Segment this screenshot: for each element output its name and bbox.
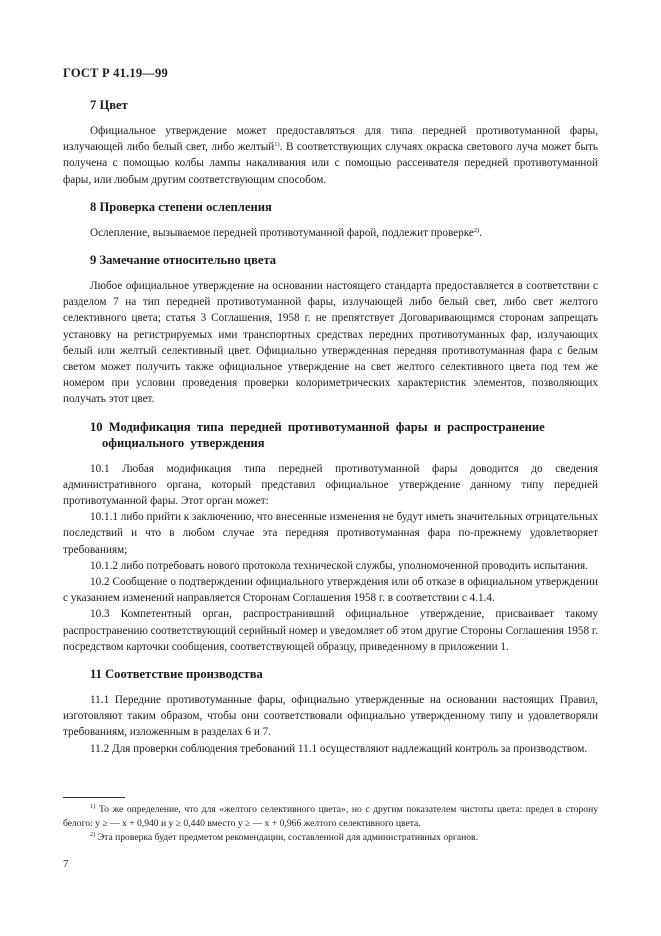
document-code: ГОСТ Р 41.19—99 — [63, 66, 168, 80]
clause-10-2: 10.2 Сообщение о подтверждении официального утверждения или об отказе в официальном утверждении с указанием изменений направляется Сторонам Соглашения 1958 г. в соответствии с 4.1.4. — [63, 576, 598, 605]
footnote-1: $^{1)}$ То же определение, что для «желтого селективного цвета», но с другим показателем чистоты цвета: предел в сторону белого: y ≥ — x + 0,940 и y ≥ 0,440 вместо y ≥ — x + 0,966 желтого селективного цвета. — [63, 803, 598, 830]
clause-11-2: 11.2 Для проверки соблюдения требований 11.1 осуществляют надлежащий контроль за производством. — [90, 742, 588, 755]
footnote-ref-2: 2) — [473, 226, 480, 234]
section-9-title: 9 Замечание относительно цвета — [90, 253, 277, 268]
clause-11-1: 11.1 Передние противотуманные фары, официально утвержденные на основании настоящих Правил, изготовляют таким образом, чтобы они соответствовали официально утвержденному типу и удовлетворяли требованиям, изложенным в разделах 6 и 7. — [63, 694, 598, 739]
footnotes — [63, 803, 598, 846]
clause-10-3: 10.3 Компетентный орган, распространивший официальное утверждение, присваивает такому распространению соответствующий серийный номер и уведомляет об этом другие Стороны Соглашения 1958 г. посредством карточки сообщения, соответствующей образцу, приведенному в приложении 1. — [63, 608, 598, 653]
section-8-text: Ослепление, вызываемое передней противотуманной фарой, подлежит проверке$^{2)}$. — [90, 226, 483, 239]
clause-10-1: 10.1 Любая модификация типа передней противотуманной фары доводится до сведения административного органа, который представил официальное утверждение данному типу передней противотуманной фары. Этот орган может: — [63, 462, 598, 508]
section-11-title: 11 Соответствие производства — [90, 667, 263, 682]
main-content — [63, 97, 598, 757]
section-9-text: Любое официальное утверждение на основании настоящего стандарта предоставляется в соответствии с разделом 7 на тип передней противотуманной фары, излучающей либо белый свет, либо свет желтого селективного цвета; статья 3 Соглашения, 1958 г. не препятствует Договаривающимся сторонам запрещать установку на регистрируемых ими транспортных средствах передних противотуманных фар, излучающих белый или желтый селективный цвет. Официально утвержденная передняя противотуманная фара с белым светом может получить также официальное утверждение на свет желтого селективного цвета под тем же номером при условии проведения проверки колориметрических характеристик элементов, позволяющих получать этот цвет. — [63, 280, 598, 406]
footnote-2: $^{2)}$ Эта проверка будет предметом рекомендации, составленной для административных органов. — [90, 831, 478, 844]
footnote-divider — [63, 797, 125, 798]
section-7-title: 7 Цвет — [90, 98, 128, 112]
page-number: 7 — [63, 858, 69, 870]
section-7-text: Официальное утверждение может предоставляться для типа передней противотуманной фары, излучающей либо белый свет, либо желтый$^{1)}$. В соответствующих случаях окраска светового луча может быть получена с помощью колбы лампы накаливания или с помощью рассеивателя передней противотуманной фары, или любым другим соответствующим способом. — [63, 125, 598, 186]
footnote-ref-1: 1) — [274, 141, 280, 149]
section-8-title: 8 Проверка степени ослепления — [90, 199, 272, 214]
clause-10-1-2: 10.1.2 либо потребовать нового протокола технической службы, уполномоченной проводить испытания. — [90, 559, 588, 572]
clause-10-1-1: 10.1.1 либо прийти к заключению, что внесенные изменения не будут иметь значительных отрицательных последствий и что в любом случае эта передняя противотуманная фара по-прежнему удовлетворяет требованиям; — [63, 511, 598, 556]
section-10-title: 10 Модификация типа передней противотуманной фары и распространение официального утверждения — [90, 419, 545, 450]
